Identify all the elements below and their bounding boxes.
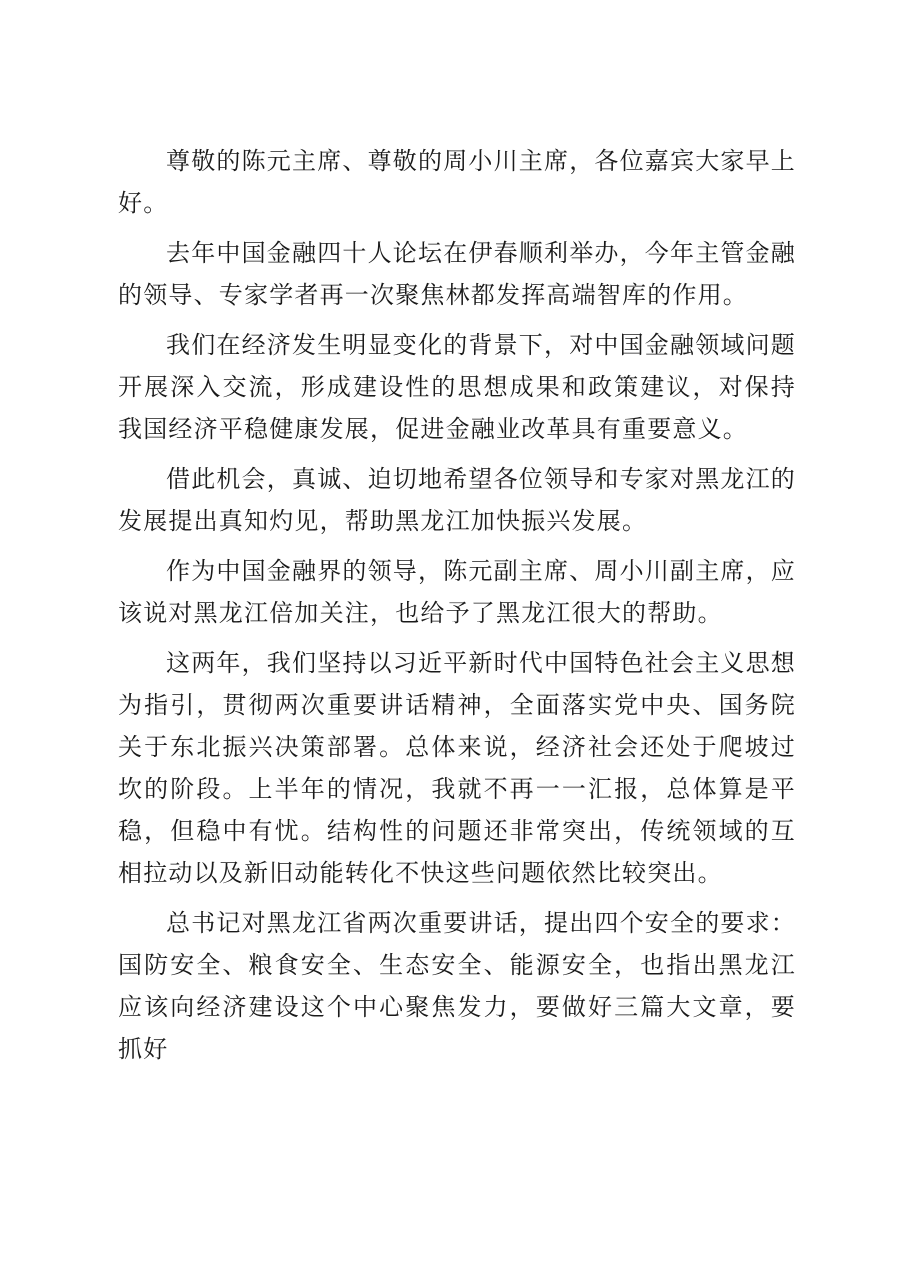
paragraph-2: 去年中国金融四十人论坛在伊春顺利举办，今年主管金融的领导、专家学者再一次聚焦林都发挥高端智库的作用。 (118, 239, 796, 309)
paragraph-5: 作为中国金融界的领导，陈元副主席、周小川副主席，应该说对黑龙江倍加关注，也给予了黑龙江很大的帮助。 (118, 557, 796, 627)
paragraph-4: 借此机会，真诚、迫切地希望各位领导和专家对黑龙江的发展提出真知灼见，帮助黑龙江加快振兴发展。 (118, 465, 796, 535)
paragraph-1: 尊敬的陈元主席、尊敬的周小川主席，各位嘉宾大家早上好。 (118, 147, 796, 217)
paragraph-6: 这两年，我们坚持以习近平新时代中国特色社会主义思想为指引，贯彻两次重要讲话精神，全面落实党中央、国务院关于东北振兴决策部署。总体来说，经济社会还处于爬坡过坎的阶段。上半年的情况，我就不再一一汇报，总体算是平稳，但稳中有忧。结构性的问题还非常突出，传统领域的互相拉动以及新旧动能转化不快这些问题依然比较突出。 (118, 649, 796, 887)
document-body (118, 140, 796, 1078)
paragraph-3: 我们在经济发生明显变化的背景下，对中国金融领域问题开展深入交流，形成建设性的思想成果和政策建议，对保持我国经济平稳健康发展，促进金融业改革具有重要意义。 (118, 331, 796, 443)
paragraph-7: 总书记对黑龙江省两次重要讲话，提出四个安全的要求：国防安全、粮食安全、生态安全、能源安全，也指出黑龙江应该向经济建设这个中心聚焦发力，要做好三篇大文章，要抓好 (118, 909, 796, 1063)
